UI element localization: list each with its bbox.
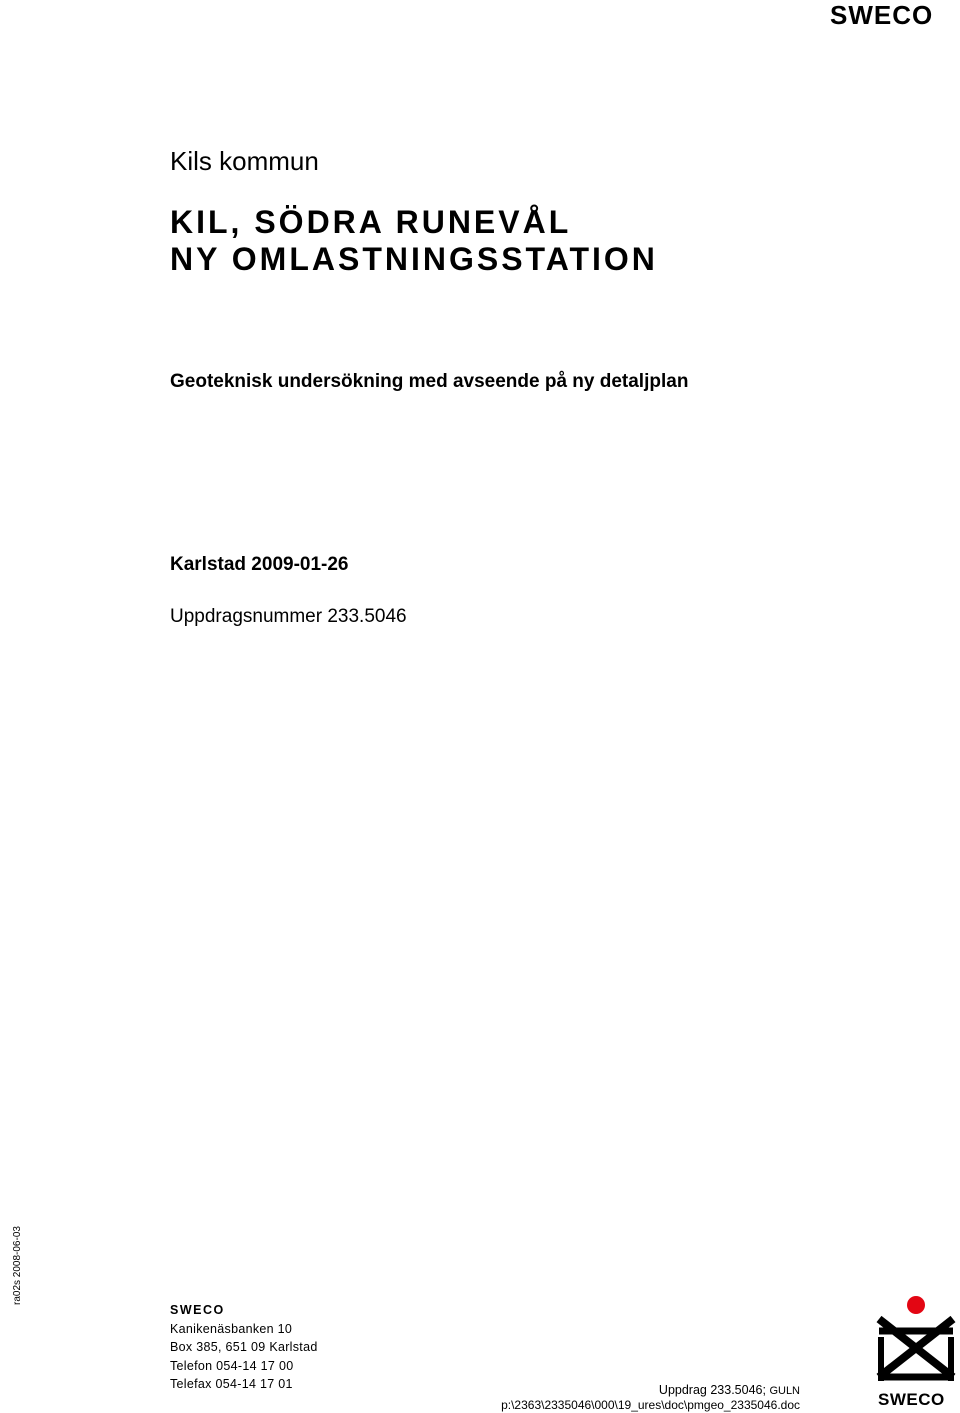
sweco-logo-bottom-text: SWECO: [878, 1390, 945, 1409]
title-line-1: KIL, SÖDRA RUNEVÅL: [170, 204, 572, 240]
side-template-code-text: ra02s 2008-06-03: [12, 1226, 23, 1305]
place-date: Karlstad 2009-01-26: [170, 554, 349, 575]
address-street: Kanikenäsbanken 10: [170, 1321, 293, 1336]
side-template-code: [0, 1226, 23, 1305]
sweco-logo-top: SWECO: [830, 0, 934, 30]
address-fax: Telefax 054-14 17 01: [170, 1377, 293, 1391]
company-address: [170, 1301, 318, 1394]
assignment-number: Uppdragsnummer 233.5046: [170, 606, 407, 627]
report-title: [170, 204, 658, 278]
footer-ref-text: Uppdrag 233.5046;: [658, 1383, 766, 1397]
footer-author: GULN: [769, 1385, 800, 1397]
report-subtitle: Geoteknisk undersökning med avseende på ny detaljplan: [170, 371, 689, 392]
client-name: Kils kommun: [170, 146, 319, 176]
address-company: SWECO: [170, 1303, 225, 1317]
footer-assignment-ref: [659, 1383, 800, 1397]
address-phone: Telefon 054-14 17 00: [170, 1358, 294, 1373]
address-box: Box 385, 651 09 Karlstad: [170, 1340, 318, 1354]
title-line-2: NY OMLASTNINGSSTATION: [170, 241, 658, 277]
footer-file-path: p:\2363\2335046\000\19_ures\doc\pmgeo_2335046.doc: [501, 1398, 800, 1412]
